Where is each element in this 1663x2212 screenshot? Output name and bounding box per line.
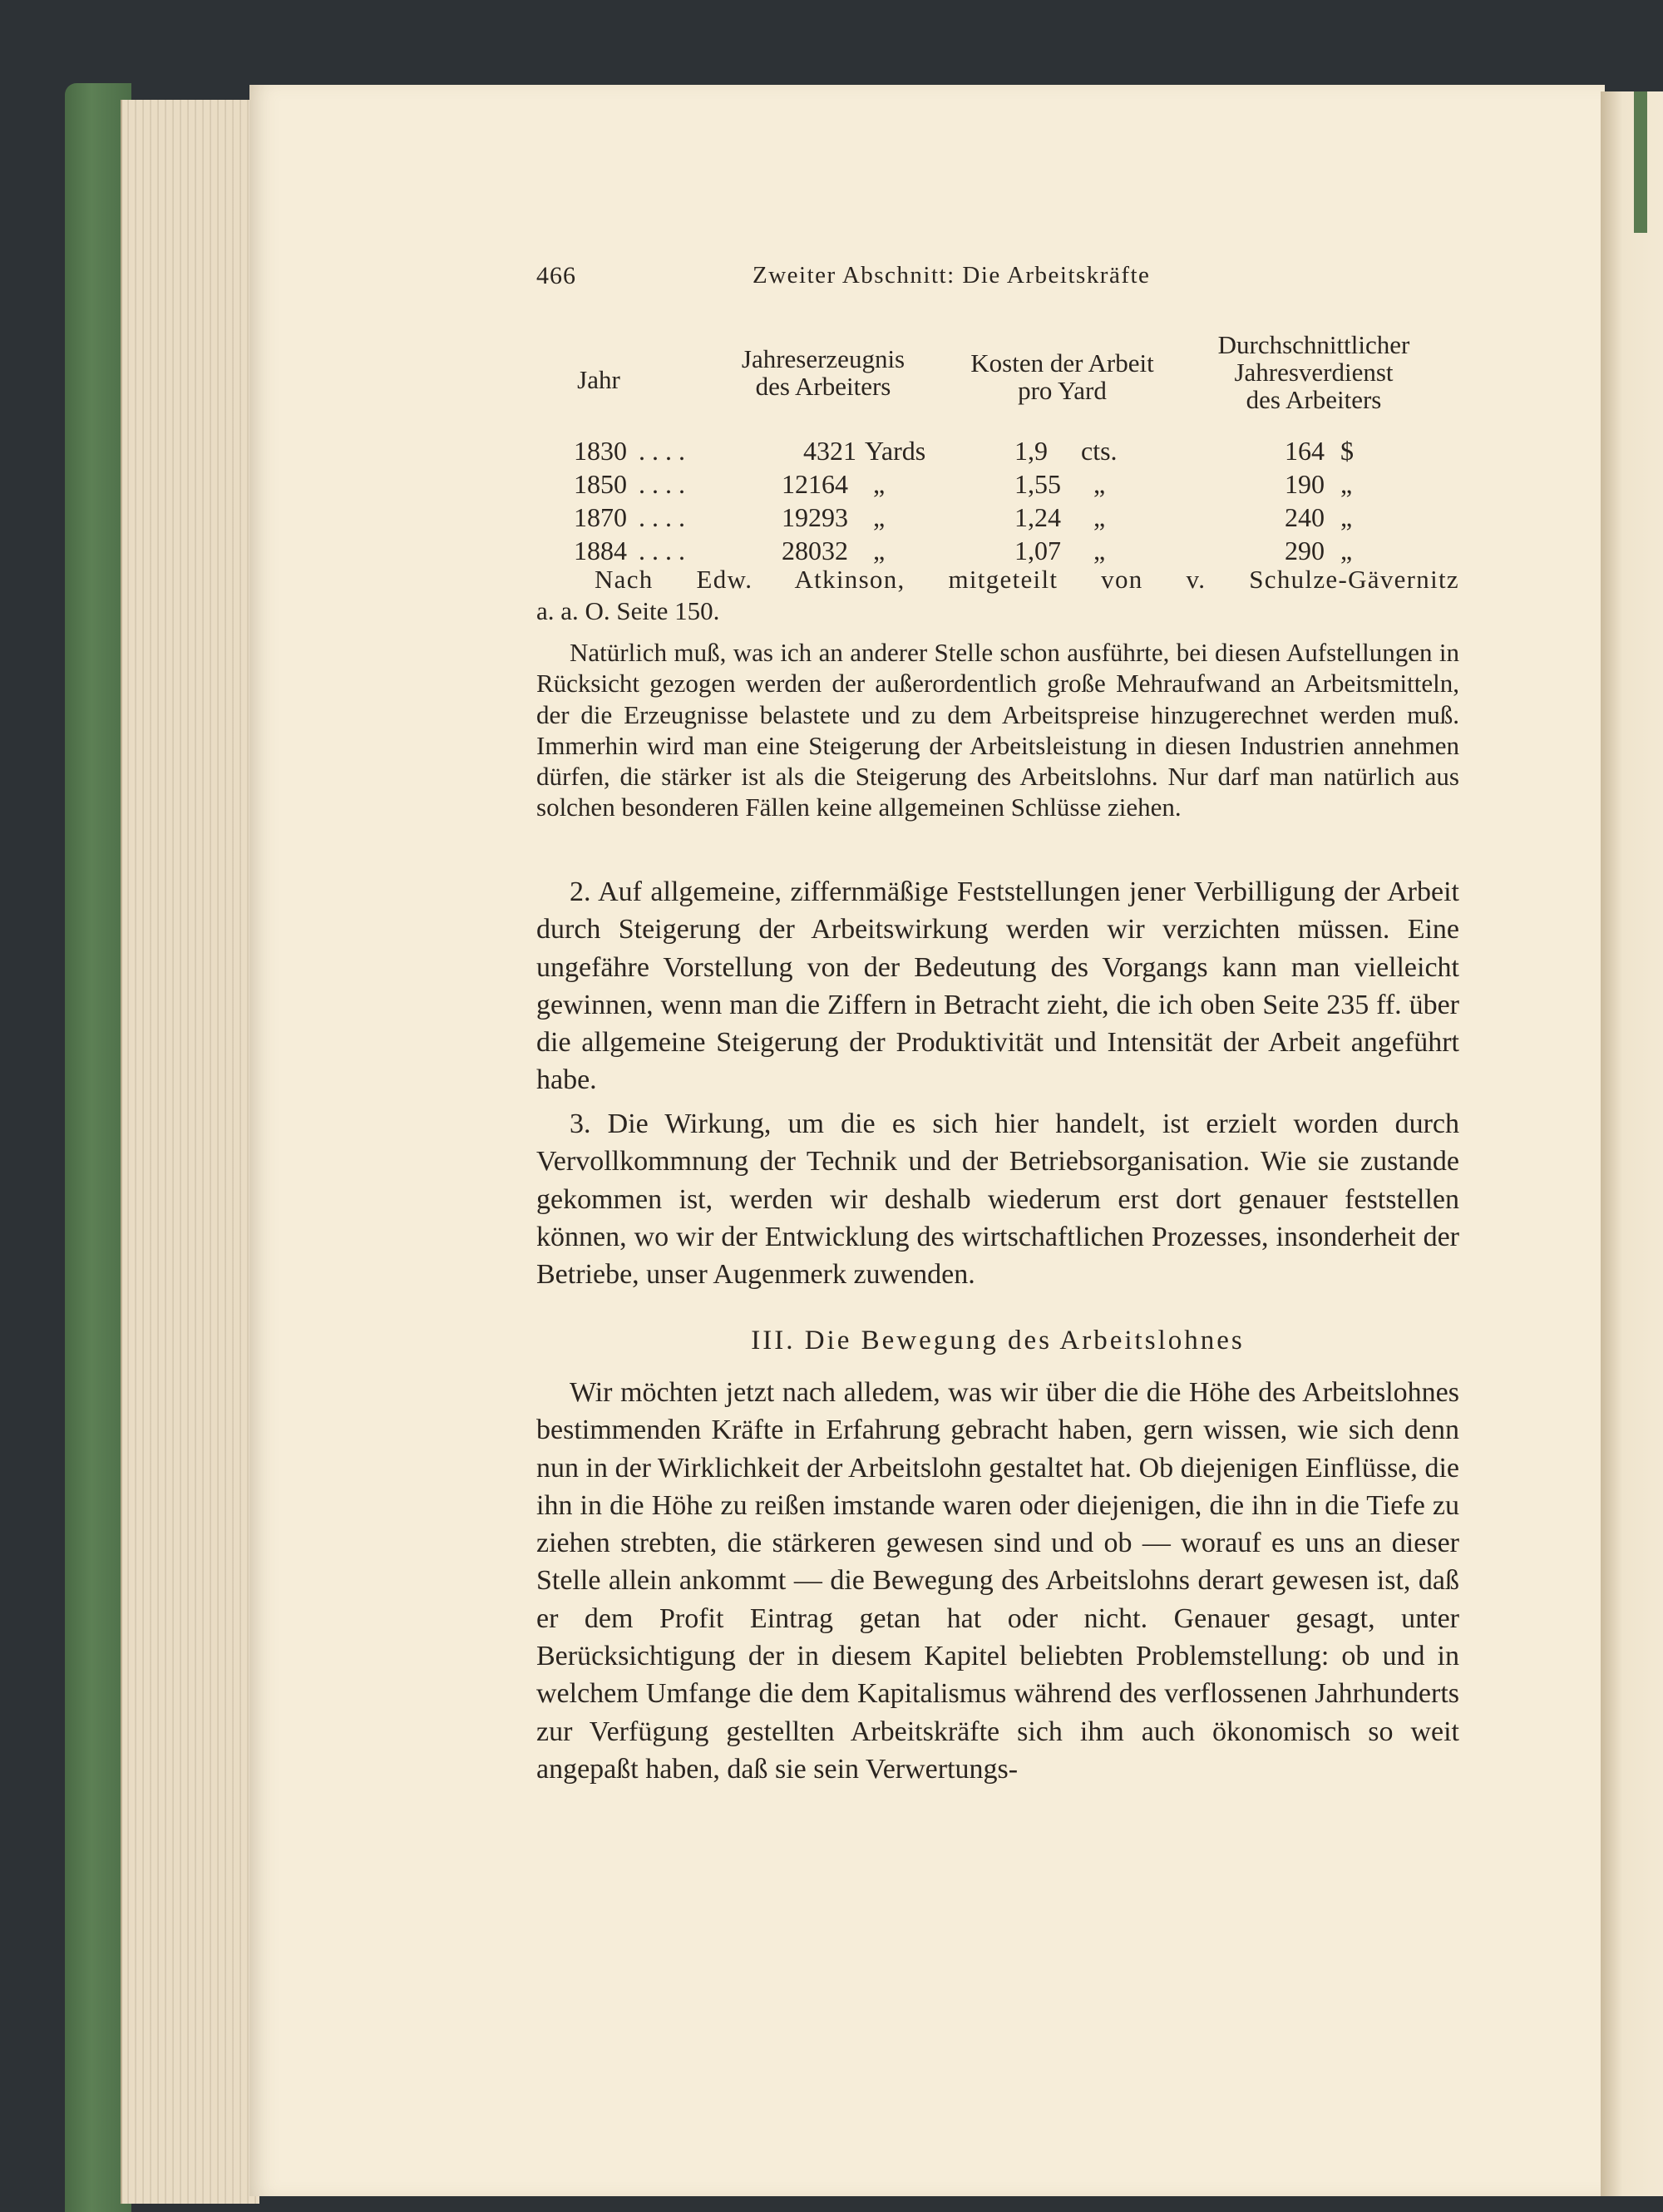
row-output-unit: „	[873, 469, 886, 499]
row-output: 4321	[803, 436, 856, 466]
bookmark-ribbon	[1634, 91, 1647, 233]
row-output: 12164	[782, 469, 848, 499]
table-row	[574, 502, 1472, 536]
col-head-verdienst-line1: Durchschnittlicher	[1217, 330, 1410, 359]
row-wage-unit: „	[1340, 502, 1353, 532]
row-year: 1884	[574, 536, 627, 565]
row-dots: . . . .	[639, 536, 685, 565]
row-cost-unit: „	[1093, 502, 1106, 532]
row-cost-unit: „	[1093, 536, 1106, 565]
col-head-erzeugnis-line2: des Arbeiters	[755, 372, 891, 401]
row-output: 19293	[782, 502, 848, 532]
row-dots: . . . .	[639, 469, 685, 499]
paragraph-4-text: Wir möchten jetzt nach alledem, was wir über die die Höhe des Arbeitslohnes bestimmenden Kräfte in Erfahrung gebracht haben, gern wissen, wie sich denn nun in der Wirklichkeit der Arbeitslohn gestaltet hat. Ob diejenigen Einflüsse, die ihn in die Höhe zu reißen imstande waren oder diejenigen, die ihn in die Tiefe zu ziehen strebten, die stärkeren gewesen sind und ob — worauf es uns an dieser Stelle allein ankommt — die Bewegung des Arbeitslohns derart gewesen ist, daß er dem Profit Eintrag getan hat oder nicht. Genauer gesagt, unter Berücksichtigung der in diesem Kapitel beliebten Problemstellung: ob und in welchem Umfange die dem Kapitalismus während des verflossenen Jahrhunderts zur Verfügung gestellten Arbeitskräfte sich ihm auch ökonomisch so weit angepaßt haben, daß sie sein Verwertungs-	[536, 1377, 1459, 1785]
page-edges	[121, 100, 259, 2204]
paragraph-1-text: Natürlich muß, was ich an anderer Stelle schon ausführte, bei diesen Aufstellungen in Rücksicht gezogen werden der außerordentlich große Mehraufwand an Arbeitsmitteln, der die Erzeugnisse belastete und zu dem Arbeitspreise hinzugerechnet werden muß. Immerhin wird man eine Steigerung der Arbeitsleistung in diesen Industrien annehmen dürfen, die stärker ist als die Steigerung des Arbeitslohns. Nur darf man natürlich aus solchen besonderen Fällen keine allgemeinen Schlüsse ziehen.	[536, 638, 1459, 822]
row-wage: 190	[1285, 469, 1325, 499]
row-wage-unit: „	[1340, 469, 1353, 499]
col-head-erzeugnis-line1: Jahreserzeugnis	[741, 344, 906, 373]
row-wage: 240	[1285, 502, 1325, 532]
row-year: 1830	[574, 436, 627, 466]
facing-page-edge	[1601, 91, 1663, 2196]
table-source-note	[536, 564, 1459, 627]
row-year: 1870	[574, 502, 627, 532]
row-wage-unit: $	[1340, 436, 1354, 466]
row-cost: 1,24	[1014, 502, 1061, 532]
col-head-kosten-line1: Kosten der Arbeit	[970, 348, 1154, 378]
col-head-jahr-label: Jahr	[577, 365, 620, 394]
running-header	[536, 262, 1459, 295]
paragraph-3	[536, 1105, 1459, 1293]
paragraph-2	[536, 873, 1459, 1099]
paragraph-2-text: 2. Auf allgemeine, ziffernmäßige Feststellungen jener Verbilligung der Arbeit durch Steigerung der Arbeitswirkung werden wir verzichten müssen. Eine ungefähre Vorstellung von der Bedeutung des Vorgangs kann man vielleicht gewinnen, wenn man die Ziffern in Betracht zieht, die ich oben Seite 235 ff. über die allgemeine Steigerung der Produktivität und Intensität der Arbeit angeführt habe.	[536, 876, 1459, 1096]
paragraph-4	[536, 1374, 1459, 1788]
row-cost: 1,9	[1014, 436, 1048, 466]
paragraph-1	[536, 637, 1459, 823]
paragraph-3-text: 3. Die Wirkung, um die es sich hier handelt, ist erzielt worden durch Vervollkommnung der Technik und der Betriebsorganisation. Wie sie zustande gekommen ist, werden wir deshalb wiederum erst dort genauer feststellen können, wo wir der Entwicklung des wirtschaftlichen Prozesses, insonderheit der Betriebe, unser Augenmerk zuwenden.	[536, 1108, 1459, 1291]
row-wage: 164	[1285, 436, 1325, 466]
row-cost-unit: cts.	[1081, 436, 1118, 466]
col-head-verdienst	[1189, 331, 1438, 413]
row-dots: . . . .	[639, 502, 685, 532]
source-line-2: a. a. O. Seite 150.	[536, 596, 720, 625]
col-head-erzeugnis	[711, 345, 935, 400]
row-cost-unit: „	[1093, 469, 1106, 499]
row-year: 1850	[574, 469, 627, 499]
row-output-unit: Yards	[865, 436, 926, 466]
col-head-jahr	[565, 366, 632, 393]
row-output-unit: „	[873, 502, 886, 532]
section-title: III. Die Bewegung des Arbeitslohnes	[751, 1326, 1245, 1355]
row-output: 28032	[782, 536, 848, 565]
row-wage-unit: „	[1340, 536, 1353, 565]
col-head-kosten	[944, 349, 1181, 404]
row-output-unit: „	[873, 536, 886, 565]
page-number: 466	[536, 262, 576, 289]
source-line-1: Nach Edw. Atkinson, mitgeteilt von v. Schulze-Gävernitz	[595, 565, 1459, 594]
col-head-kosten-line2: pro Yard	[1018, 376, 1107, 405]
row-dots: . . . .	[639, 436, 685, 466]
row-cost: 1,55	[1014, 469, 1061, 499]
col-head-verdienst-line2: Jahresverdienst	[1234, 358, 1394, 387]
table-row	[574, 469, 1472, 502]
running-head-title: Zweiter Abschnitt: Die Arbeitskräfte	[753, 262, 1151, 289]
col-head-verdienst-line3: des Arbeiters	[1246, 385, 1382, 414]
row-cost: 1,07	[1014, 536, 1061, 565]
table-row	[574, 436, 1472, 469]
row-wage: 290	[1285, 536, 1325, 565]
